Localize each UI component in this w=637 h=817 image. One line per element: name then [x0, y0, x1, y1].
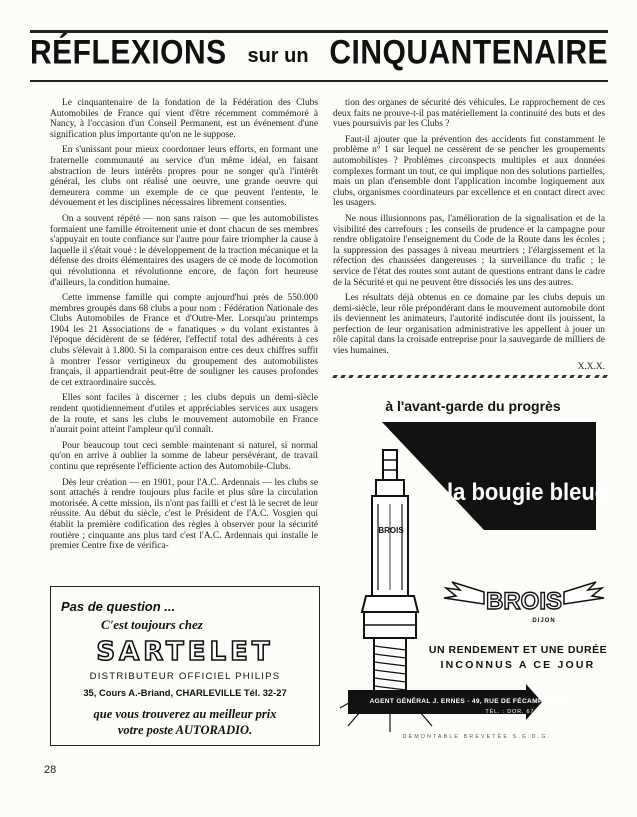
ad-tagline-4: votre poste AUTORADIO.: [117, 723, 253, 737]
banner-shape: [382, 422, 596, 530]
title-rule-bottom: [30, 80, 608, 82]
article-paragraph: Les résultats déjà obtenus en ce domaine par les clubs depuis un demi-siècle, leur rôle prépondérant dans le mouvement automobile dont ils deviennent les animateurs, l'autorité indiscutée dont ils jouissent, la perfection de leur organisation administrative les appellent à jouer un rôle capital dans la croisade entreprise pour la sauvegarde de milliers de vies humaines.: [333, 293, 605, 357]
spark-plug-icon: [340, 450, 440, 732]
banner-text: la bougie bleue: [447, 479, 607, 506]
sartelet-logo: SARTELET: [96, 637, 274, 667]
ad-tagline-2: C'est toujours chez: [101, 617, 203, 632]
article-paragraph: Cette immense famille qui compte aujourd'hui près de 550.000 membres groupés dans 68 clubs a pour nom : Fédération Nationale des Clubs Automobiles de France et d'Outre-Mer. Lorsqu'au printemps 1904 les 21 Associations de « fanatiques » du volant existantes à l'époque décidèrent de se fédérer, l'effectif total des adhérents à ces clubs s'élevait à 1.800. Si la comparaison entre ces deux chiffres suffit à montrer l'essor vertigineux du groupement des automobilistes français, il appartiendrait peut-être de souligner les causes profondes de cet extraordinaire succès.: [50, 293, 318, 388]
ad-distributor: DISTRIBUTEUR OFFICIEL PHILIPS: [89, 671, 281, 682]
bougie-advertisement-art: [334, 412, 609, 742]
article-paragraph: On a souvent répété — non sans raison — que les automobilistes formaient une famille étroitement unie et dont chacun de ses membres s'appuyait en toute confiance sur l'autre pour faire triompher la cause à laquelle il s'était voué : le développement de la traction mécanique et la défense des droits élémentaires des usagers de ce mode de locomotion qui révolutionna et révolutionne encore, de façon fort heureuse d'ailleurs, la condition humaine.: [50, 213, 318, 288]
article-paragraph: Elles sont faciles à discerner ; les clubs depuis un demi-siècle rendent quotidiennement d'utiles et appréciables services aux usagers de la route, et sans les clubs le mouvement automobile en France n'aurait point atteint l'ampleur qu'il connaît.: [50, 393, 318, 436]
bougie-slogan-line-2: INCONNUS A CE JOUR: [440, 659, 596, 671]
article-paragraph: Faut-il ajouter que la prévention des accidents fut constamment le problème n° 1 sur lequel ne cessèrent de se pencher les groupements automobilistes ? Problèmes circonspects multiples et aux données complexes formant un tout, ce qui implique non des solutions partielles, mais un plan d'ensemble dont l'application incombe logiquement aux clubs, organismes coordinateurs par excellence et en contact direct avec les usagers.: [333, 134, 605, 209]
article-paragraph: Ne nous illusionnons pas, l'amélioration de la signalisation et de la visibilité des carrefours ; les conseils de prudence et la campagne pour rendre obligatoire l'enseignement du Code de la Route dans les écoles ; la suppression des passages à niveau meurtriers ; l'élargissement et la réfection des chaussées dangereuses ; la surveillance du trafic ; le service de l'état des routes sont autant de questions entrant dans le cadre de la Sécurité et qui ne peuvent être dissociés les uns des autres.: [333, 213, 605, 288]
page-title: [30, 33, 608, 80]
article-paragraph: En s'unissant pour mieux coordonner leurs efforts, en formant une fraternelle communauté au service d'un même idéal, en faisant abstraction de leurs intérêts propres pour ne songer qu'à l'intérêt général, les clubs ont réalisé une oeuvre, une grande oeuvre qui demeurera comme un exemple de ce que peuvent l'entente, le dévouement et les disciplines nécessaires librement consenties.: [50, 145, 318, 209]
article-paragraph: Pour beaucoup tout ceci semble maintenant si naturel, si normal qu'on en arrive à oublier la somme de labeur persévérant, de travail continu que représente l'efficiente action des Automobile-Clubs.: [50, 440, 318, 472]
title-word-cinquantenaire: CINQUANTENAIRE: [329, 33, 608, 72]
article-signature: X.X.X.: [577, 361, 605, 372]
article-paragraph: Le cinquantenaire de la fondation de la Fédération des Clubs Automobiles de France qui vient d'être récemment commémoré à Nancy, à l'occasion d'un Conseil Permanent, est un événement d'une signification plus importante qu'on ne le suppose.: [50, 98, 318, 140]
brois-logo-text: BROIS: [485, 588, 563, 615]
title-word-reflexions: RÉFLEXIONS: [30, 33, 227, 72]
article-paragraph: tion des organes de sécurité des véhicules. Le rapprochement de ces deux faits ne prouve-t-il pas matériellement la continuité des buts et des vues poursuivis par les Clubs ?: [333, 98, 605, 130]
ad-address: 35, Cours A.-Briand, CHARLEVILLE Tél. 32-27: [83, 687, 287, 698]
article-column-left: [50, 98, 318, 557]
brois-winged-logo: [444, 582, 604, 624]
article-column-right: [333, 98, 605, 377]
ad-tagline-1: Pas de question ...: [61, 599, 176, 614]
title-word-sur-un: sur un: [247, 45, 309, 67]
bougie-headline: à l'avant-garde du progrès: [385, 398, 561, 414]
bougie-telephone: TÉL. : DOR. 67-75: [485, 709, 545, 715]
ad-tagline-3: que vous trouverez au meilleur prix: [93, 707, 277, 721]
bougie-slogan-line-1: UN RENDEMENT ET UNE DURÉE: [428, 644, 608, 656]
section-divider: [333, 372, 607, 380]
page-number: 28: [44, 764, 57, 776]
bougie-agent-text: AGENT GÉNÉRAL J. ERNES - 49, RUE DE FÉCAMP - PARIS: [369, 698, 571, 705]
article-paragraph: Dès leur création — en 1901, pour l'A.C. Ardennais — les clubs se sont attachés à rendre toujours plus facile et plus sûre la circulation motorisée. A cette mission, ils n'ont pas failli et c'est là le secret de leur réussite. Au début du siècle, c'est le Président de l'A.C. Vosgien qui établit la première codification des règles à observer pour la sécurité routière ; cinquante ans plus tard c'est l'A.C. Ardennais qui installe le premier Centre fixe de vérifica-: [50, 477, 318, 552]
bougie-footer-text: DÉMONTABLE BREVETÉE S.G.D.G.: [402, 734, 552, 740]
brois-logo-sub: DIJON: [532, 618, 556, 624]
sartelet-advertisement: [50, 586, 320, 746]
plug-brand-text: BROIS: [378, 526, 404, 535]
